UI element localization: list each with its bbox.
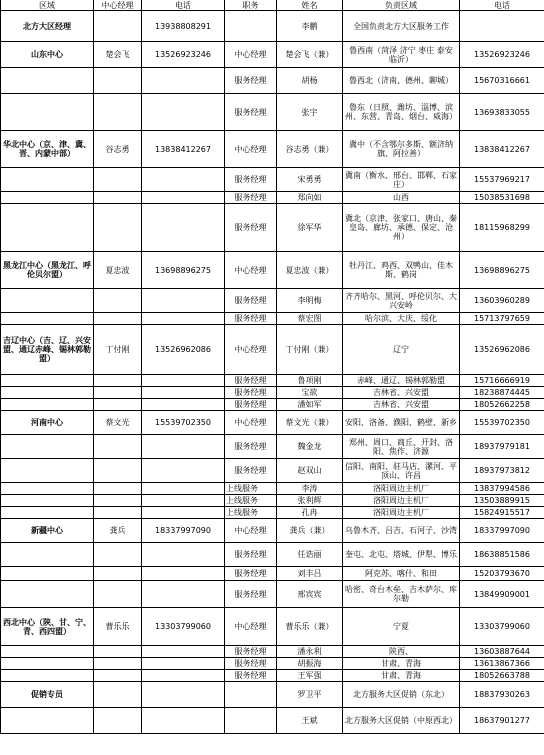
table-row xyxy=(1,399,544,411)
table-row xyxy=(1,483,544,495)
name-cell: 蔡宏图 xyxy=(277,313,343,325)
phone2-cell: 18638851586 xyxy=(460,543,544,567)
phone2-cell: 18052662258 xyxy=(460,399,544,411)
area-cell: 奎屯、北屯、塔城、伊犁、博乐 xyxy=(343,543,460,567)
header-phone: 电话 xyxy=(142,0,225,11)
table-row xyxy=(1,325,544,375)
table-row xyxy=(1,435,544,459)
role-cell: 上线服务 xyxy=(225,507,277,519)
name-cell: 王斌 xyxy=(277,708,343,734)
table-row xyxy=(1,708,544,734)
area-cell: 冀北（京津、张家口、唐山、秦皇岛、廊坊、承德、保定、沧州） xyxy=(343,204,460,252)
role-cell: 中心经理 xyxy=(225,608,277,646)
header-row xyxy=(1,0,544,11)
role-cell: 服务经理 xyxy=(225,289,277,313)
role-cell xyxy=(225,708,277,734)
area-cell: 齐齐哈尔、黑河、呼伦贝尔、大兴安岭 xyxy=(343,289,460,313)
role-cell: 中心经理 xyxy=(225,325,277,375)
area-cell: 北方服务大区促销（中原西北） xyxy=(343,708,460,734)
role-cell: 服务经理 xyxy=(225,543,277,567)
name-cell: 蔡文光（兼） xyxy=(277,411,343,435)
region-cell: 吉辽中心（吉、辽、兴安盟、通辽赤峰、锡林郭勒盟） xyxy=(1,325,94,375)
phone-cell: 13838412267 xyxy=(142,131,225,168)
area-cell: 甘肃、青海 xyxy=(343,658,460,670)
header-area: 负责区域 xyxy=(343,0,460,11)
area-cell: 鲁西北（济南、德州、聊城） xyxy=(343,68,460,94)
region-cell: 华北中心（京、津、冀、晋、内蒙中部） xyxy=(1,131,94,168)
role-cell: 服务经理 xyxy=(225,204,277,252)
region-cell: 北方大区经理 xyxy=(1,11,94,42)
phone2-cell xyxy=(460,11,544,42)
role-cell: 服务经理 xyxy=(225,313,277,325)
table-row xyxy=(1,459,544,483)
phone2-cell: 18337997090 xyxy=(460,519,544,543)
area-cell: 安阳、洛备、濮阳、鹤壁、新乡 xyxy=(343,411,460,435)
manager-cell: 丁付刚 xyxy=(94,325,142,375)
header-region: 区域 xyxy=(1,0,94,11)
area-cell: 哈尔滨、大庆、绥化 xyxy=(343,313,460,325)
phone2-cell: 15203793670 xyxy=(460,567,544,581)
manager-cell: 龚兵 xyxy=(94,519,142,543)
header-name: 姓名 xyxy=(277,0,343,11)
area-cell: 信阳、南阳、驻马店、漯河、平顶山、许昌 xyxy=(343,459,460,483)
name-cell: 李涛 xyxy=(277,483,343,495)
area-cell: 吉林省、兴安盟 xyxy=(343,399,460,411)
table-row xyxy=(1,387,544,399)
phone-cell: 18337997090 xyxy=(142,519,225,543)
name-cell: 张利辉 xyxy=(277,495,343,507)
role-cell: 服务经理 xyxy=(225,168,277,192)
role-cell: 服务经理 xyxy=(225,658,277,670)
phone2-cell: 18238874445 xyxy=(460,387,544,399)
role-cell xyxy=(225,682,277,708)
role-cell: 中心经理 xyxy=(225,252,277,289)
table-row xyxy=(1,252,544,289)
role-cell xyxy=(225,11,277,42)
phone2-cell: 15670316661 xyxy=(460,68,544,94)
header-phone2: 电话 xyxy=(460,0,544,11)
area-cell: 洛阳周边主机厂 xyxy=(343,495,460,507)
phone2-cell: 13698896275 xyxy=(460,252,544,289)
area-cell: 冀南（衡水、邢台、邯郸、石家庄） xyxy=(343,168,460,192)
phone2-cell: 13837994586 xyxy=(460,483,544,495)
table-row xyxy=(1,204,544,252)
phone-cell: 15539702350 xyxy=(142,411,225,435)
area-cell: 洛阳周边主机厂 xyxy=(343,483,460,495)
table-row xyxy=(1,567,544,581)
header-role: 职务 xyxy=(225,0,277,11)
name-cell: 王军强 xyxy=(277,670,343,682)
table-row xyxy=(1,519,544,543)
name-cell: 胡杨 xyxy=(277,68,343,94)
name-cell: 宝欲 xyxy=(277,387,343,399)
table-row xyxy=(1,68,544,94)
phone2-cell: 18937979181 xyxy=(460,435,544,459)
phone2-cell: 15038531698 xyxy=(460,192,544,204)
name-cell: 潘永利 xyxy=(277,646,343,658)
area-cell: 吉林省、兴安盟 xyxy=(343,387,460,399)
name-cell: 潘如军 xyxy=(277,399,343,411)
table-row xyxy=(1,507,544,519)
table-row xyxy=(1,313,544,325)
table-row xyxy=(1,131,544,168)
phone2-cell: 13849909001 xyxy=(460,581,544,608)
role-cell: 服务经理 xyxy=(225,399,277,411)
region-cell: 西北中心（陕、甘、宁、青、西四盟） xyxy=(1,608,94,646)
table-row xyxy=(1,11,544,42)
manager-cell: 曹乐乐 xyxy=(94,608,142,646)
phone2-cell: 13613867366 xyxy=(460,658,544,670)
role-cell: 上线服务 xyxy=(225,495,277,507)
table-row xyxy=(1,375,544,387)
area-cell: 甘肃、青海 xyxy=(343,670,460,682)
region-cell: 黑龙江中心（黑龙江、呼伦贝尔盟） xyxy=(1,252,94,289)
role-cell: 服务经理 xyxy=(225,581,277,608)
phone-cell: 13526923246 xyxy=(142,42,225,68)
name-cell: 魏金龙 xyxy=(277,435,343,459)
role-cell: 中心经理 xyxy=(225,131,277,168)
area-cell: 全国负责北方大区服务工作 xyxy=(343,11,460,42)
table-row xyxy=(1,289,544,313)
header-manager: 中心经理 xyxy=(94,0,142,11)
table-row xyxy=(1,192,544,204)
phone2-cell: 15716666919 xyxy=(460,375,544,387)
name-cell: 曹乐乐（兼） xyxy=(277,608,343,646)
area-cell: 陕西、 xyxy=(343,646,460,658)
area-cell: 洛阳周边主机厂 xyxy=(343,507,460,519)
table-row xyxy=(1,411,544,435)
manager-cell: 蔡文光 xyxy=(94,411,142,435)
table-row xyxy=(1,682,544,708)
name-cell: 赵双山 xyxy=(277,459,343,483)
role-cell: 服务经理 xyxy=(225,646,277,658)
region-cell: 新疆中心 xyxy=(1,519,94,543)
manager-cell xyxy=(94,682,142,708)
role-cell: 服务经理 xyxy=(225,68,277,94)
area-cell: 乌鲁木齐、吕吉、石河子、沙湾 xyxy=(343,519,460,543)
phone2-cell: 18937973812 xyxy=(460,459,544,483)
phone2-cell: 13503889915 xyxy=(460,495,544,507)
phone2-cell: 15713797659 xyxy=(460,313,544,325)
name-cell: 夏忠波（兼） xyxy=(277,252,343,289)
area-cell: 牡丹江、鸡西、双鸭山、佳木斯、鹤岗 xyxy=(343,252,460,289)
name-cell: 徐军华 xyxy=(277,204,343,252)
role-cell: 中心经理 xyxy=(225,411,277,435)
role-cell: 上线服务 xyxy=(225,483,277,495)
phone2-cell: 13526923246 xyxy=(460,42,544,68)
name-cell: 龚兵（兼） xyxy=(277,519,343,543)
area-cell: 北方服务大区促销（东北） xyxy=(343,682,460,708)
table-row xyxy=(1,168,544,192)
area-cell: 阿克苏、喀什、和田 xyxy=(343,567,460,581)
role-cell: 服务经理 xyxy=(225,670,277,682)
area-cell: 鲁西南（菏泽 济宁 枣庄 泰安 临沂） xyxy=(343,42,460,68)
phone2-cell: 13526962086 xyxy=(460,325,544,375)
name-cell: 谷志勇（兼） xyxy=(277,131,343,168)
table-row xyxy=(1,543,544,567)
phone-cell: 13698896275 xyxy=(142,252,225,289)
phone2-cell: 18115968299 xyxy=(460,204,544,252)
table-row xyxy=(1,658,544,670)
area-cell: 哈密、奇台木垒、吉木萨尔、库尔勒 xyxy=(343,581,460,608)
role-cell: 服务经理 xyxy=(225,375,277,387)
phone-cell xyxy=(142,682,225,708)
area-cell: 山西 xyxy=(343,192,460,204)
role-cell: 中心经理 xyxy=(225,519,277,543)
table-row xyxy=(1,608,544,646)
phone-cell: 13303799060 xyxy=(142,608,225,646)
role-cell: 中心经理 xyxy=(225,42,277,68)
table-row xyxy=(1,42,544,68)
phone2-cell: 15537969217 xyxy=(460,168,544,192)
area-cell: 辽宁 xyxy=(343,325,460,375)
region-cell: 河南中心 xyxy=(1,411,94,435)
name-cell: 罗卫平 xyxy=(277,682,343,708)
name-cell: 张宇 xyxy=(277,94,343,131)
role-cell: 服务经理 xyxy=(225,459,277,483)
phone-cell: 13526962086 xyxy=(142,325,225,375)
phone2-cell: 18837930263 xyxy=(460,682,544,708)
role-cell: 服务经理 xyxy=(225,387,277,399)
role-cell: 服务经理 xyxy=(225,435,277,459)
role-cell: 服务经理 xyxy=(225,567,277,581)
phone2-cell: 13693833055 xyxy=(460,94,544,131)
name-cell: 丁付刚（兼） xyxy=(277,325,343,375)
phone2-cell: 15539702350 xyxy=(460,411,544,435)
name-cell: 李鹏 xyxy=(277,11,343,42)
manager-cell: 楚会飞 xyxy=(94,42,142,68)
name-cell: 楚会飞（兼） xyxy=(277,42,343,68)
area-cell: 冀中（不含鄂尔多斯、额济纳旗、阿拉善） xyxy=(343,131,460,168)
name-cell: 邢宾宾 xyxy=(277,581,343,608)
role-cell: 服务经理 xyxy=(225,94,277,131)
table-row xyxy=(1,581,544,608)
area-cell: 宁夏 xyxy=(343,608,460,646)
name-cell: 鲁项刚 xyxy=(277,375,343,387)
name-cell: 宋勇勇 xyxy=(277,168,343,192)
area-cell: 鲁东（日照、潍坊、淄博、滨州、东营、青岛、烟台、威海） xyxy=(343,94,460,131)
name-cell: 任诰丽 xyxy=(277,543,343,567)
region-cell: 山东中心 xyxy=(1,42,94,68)
phone2-cell: 18637901277 xyxy=(460,708,544,734)
manager-cell: 夏忠波 xyxy=(94,252,142,289)
area-cell: 郑州、周口、商丘、开封、洛阳、焦作、济源 xyxy=(343,435,460,459)
manager-cell xyxy=(94,11,142,42)
name-cell: 郑向如 xyxy=(277,192,343,204)
phone2-cell: 13603960289 xyxy=(460,289,544,313)
phone2-cell: 13303799060 xyxy=(460,608,544,646)
name-cell: 刘丰吕 xyxy=(277,567,343,581)
table-row xyxy=(1,495,544,507)
name-cell: 胡振海 xyxy=(277,658,343,670)
role-cell: 服务经理 xyxy=(225,192,277,204)
phone2-cell: 13838412267 xyxy=(460,131,544,168)
phone2-cell: 13603887644 xyxy=(460,646,544,658)
name-cell: 孔冉 xyxy=(277,507,343,519)
name-cell: 李明梅 xyxy=(277,289,343,313)
region-cell: 促销专员 xyxy=(1,682,94,708)
phone2-cell: 18052663788 xyxy=(460,670,544,682)
phone2-cell: 15824915517 xyxy=(460,507,544,519)
manager-cell: 谷志勇 xyxy=(94,131,142,168)
phone-cell: 13938808291 xyxy=(142,11,225,42)
area-cell: 赤峰、通辽、锡林郭勒盟 xyxy=(343,375,460,387)
table-row xyxy=(1,670,544,682)
table-row xyxy=(1,646,544,658)
table-row xyxy=(1,94,544,131)
